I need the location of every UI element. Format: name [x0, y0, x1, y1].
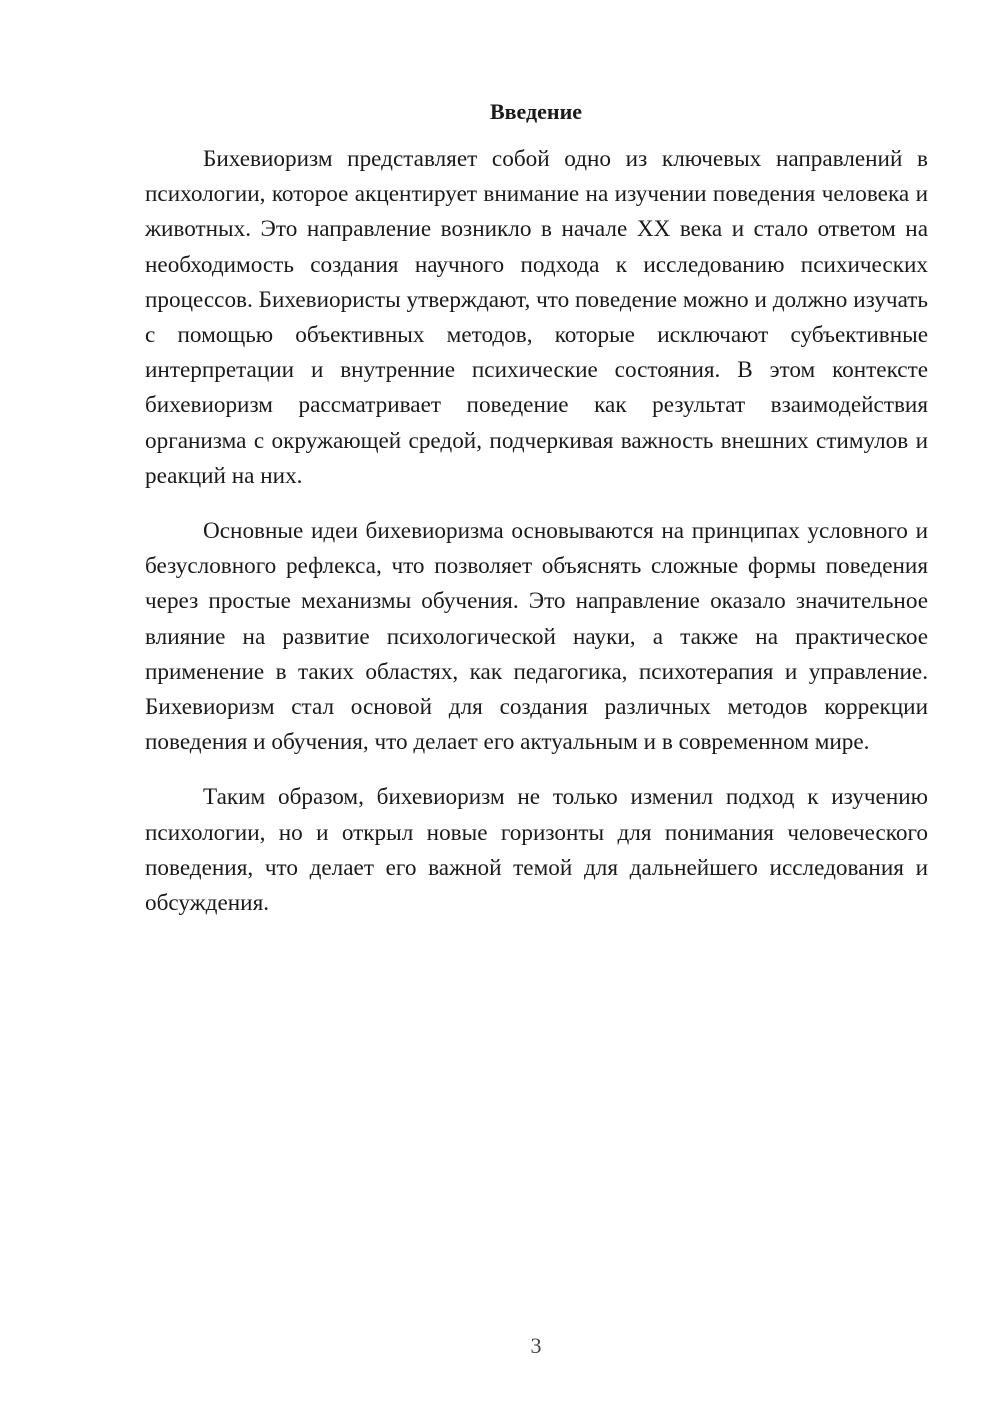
paragraph-3: Таким образом, бихевиоризм не только изменил подход к изучению психологии, но и открыл новые горизонты для понимания человеческого поведения, что делает его важной темой для дальнейшего исследования и обсуждения.	[145, 784, 928, 917]
body-text	[145, 142, 928, 941]
section-heading: Введение	[489, 99, 583, 124]
paragraph-1: Бихевиоризм представляет собой одно из ключевых направлений в психологии, которое акцентирует внимание на изучении поведения человека и животных. Это направление возникло в начале XX века и стало ответом на необходимость создания научного подхода к исследованию психических процессов. Бихевиористы утверждают, что поведение можно и должно изучать с помощью объективных методов, которые исключают субъективные интерпретации и внутренние психические состояния. В этом контексте бихевиоризм рассматривает поведение как результат взаимодействия организма с окружающей средой, подчеркивая важность внешних стимулов и реакций на них.	[145, 146, 928, 489]
paragraph-2: Основные идеи бихевиоризма основываются на принципах условного и безусловного рефлекса, что позволяет объяснять сложные формы поведения через простые механизмы обучения. Это направление оказало значительное влияние на развитие психологической науки, а также на практическое применение в таких областях, как педагогика, психотерапия и управление. Бихевиоризм стал основой для создания различных методов коррекции поведения и обучения, что делает его актуальным и в современном мире.	[145, 518, 928, 756]
page-number: 3	[530, 1333, 542, 1358]
